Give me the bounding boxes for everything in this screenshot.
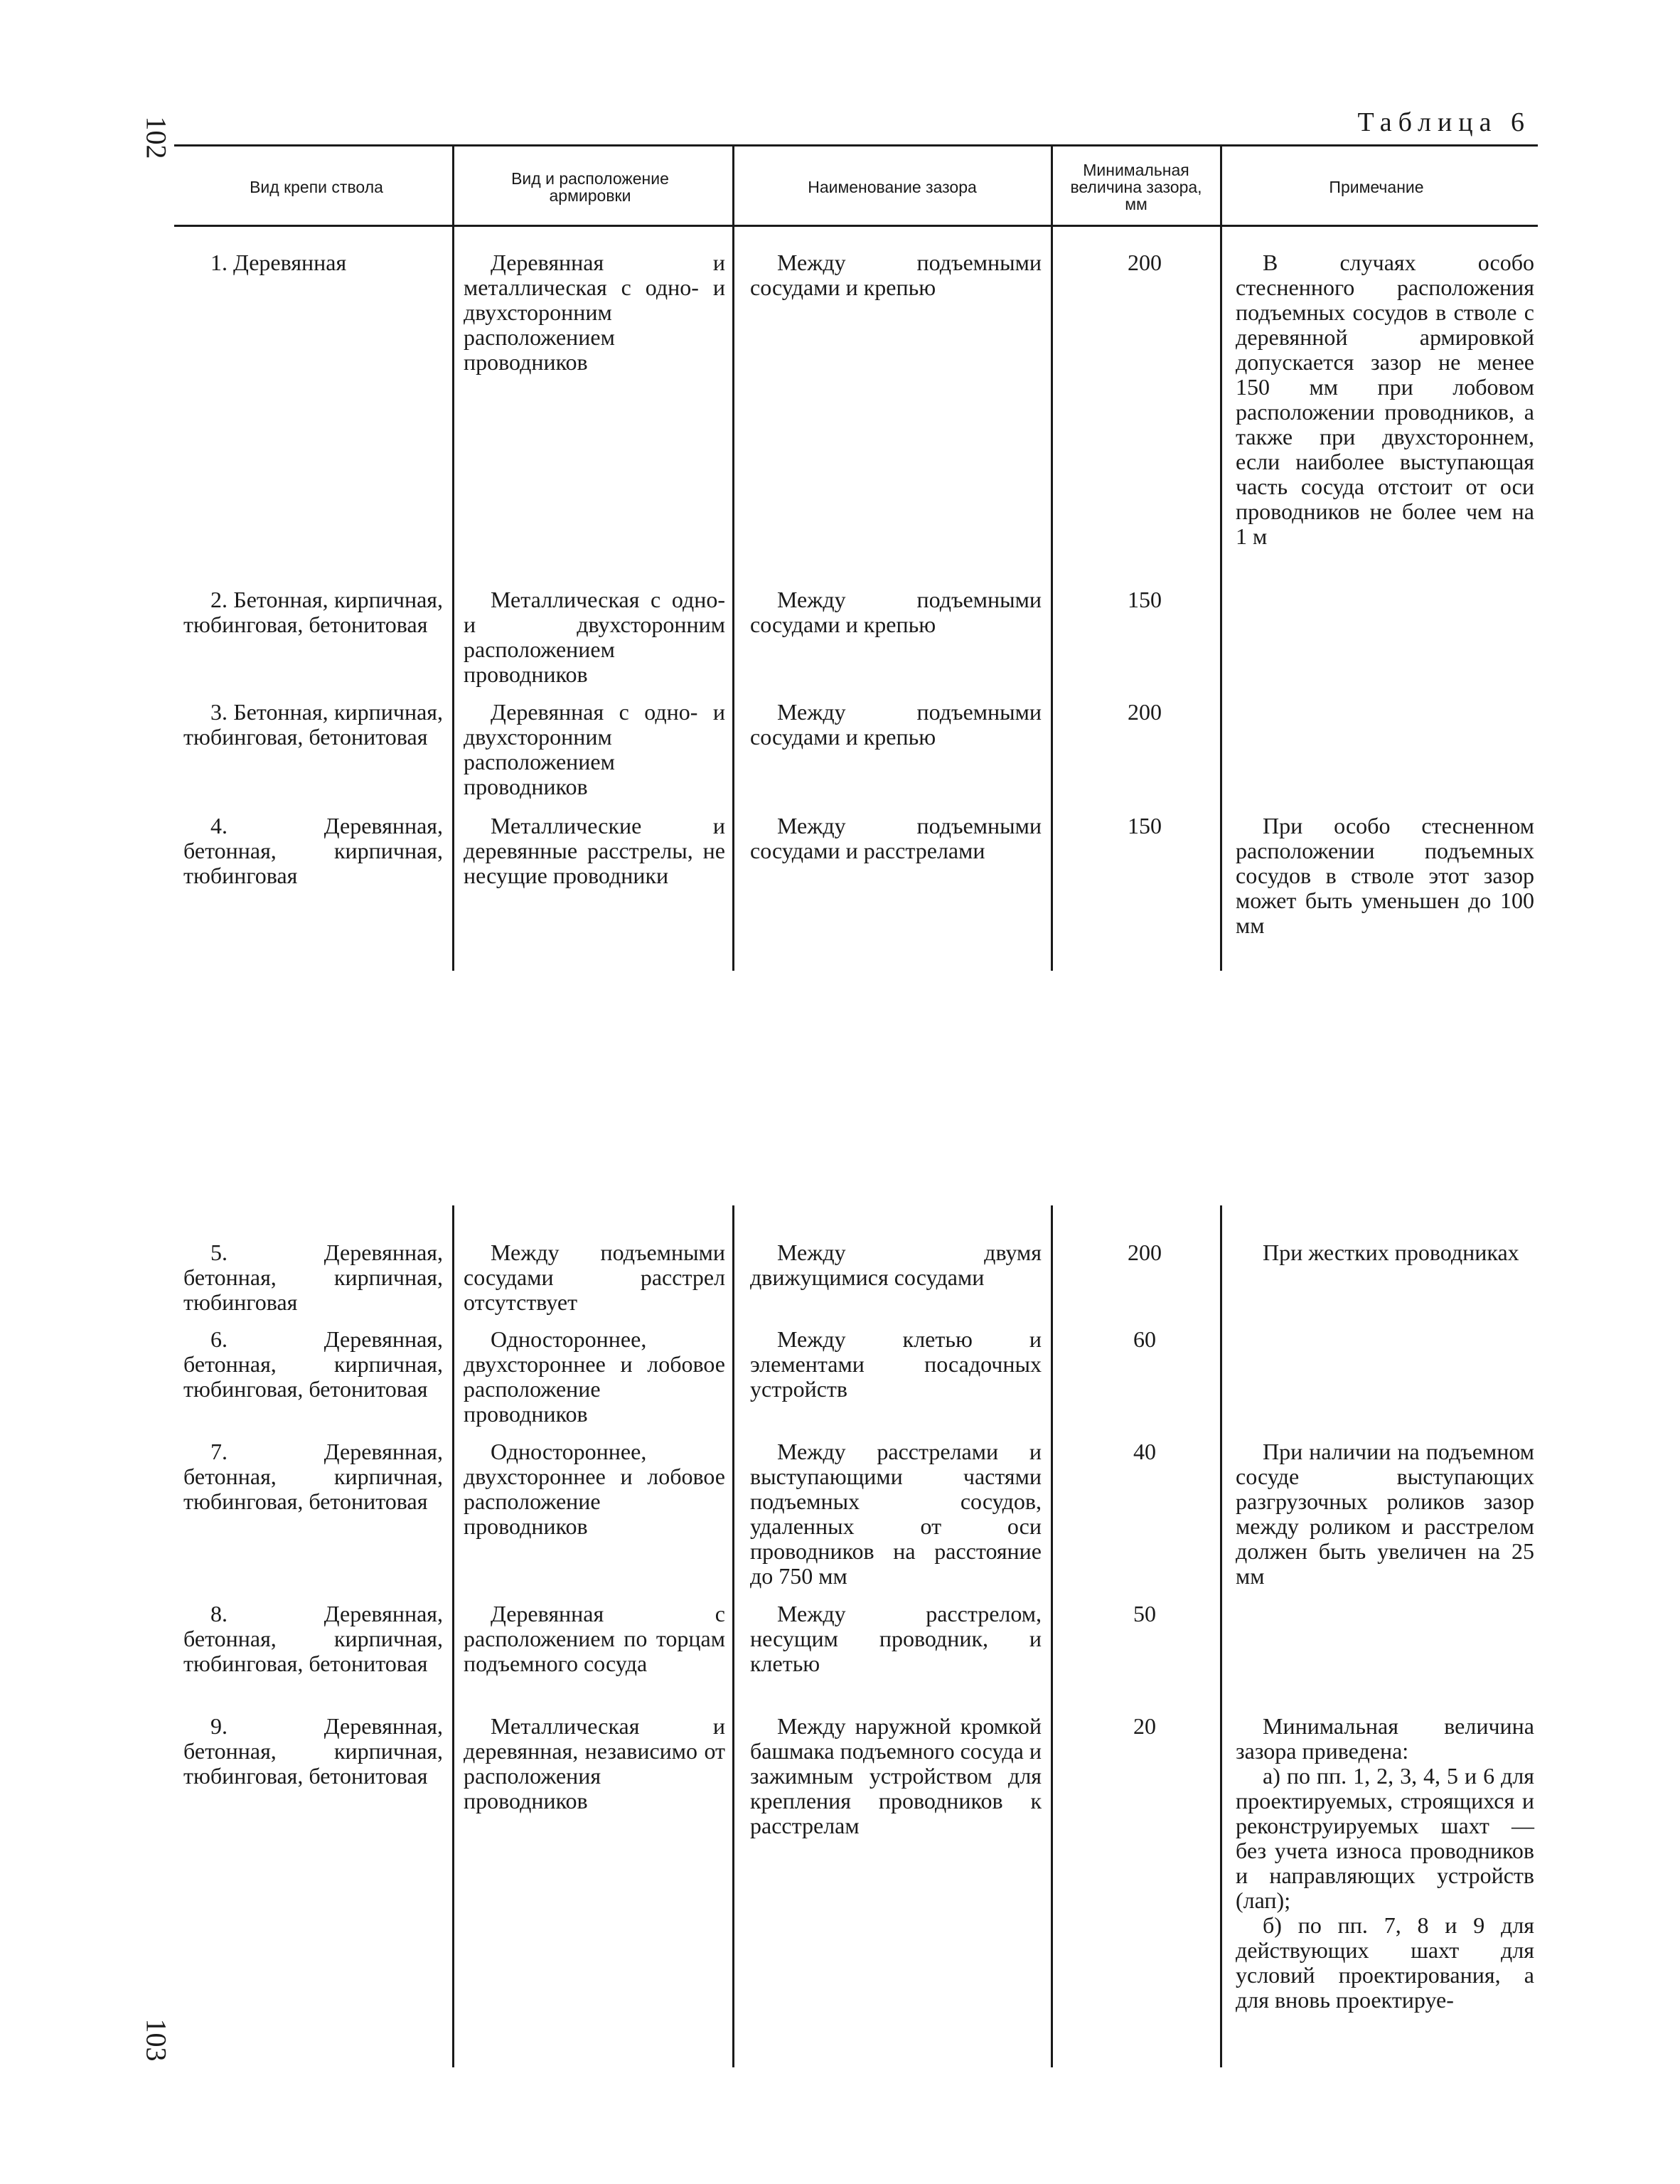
column-divider (732, 1205, 734, 2067)
gap-name-cell: Между подъемными сосудами и расстрелами (750, 813, 1042, 863)
note-cell: В случаях особо стесненного расположения подъемных сосудов в стволе с деревянной армировкой допускается зазор не менее 150 мм при лобовом расположении проводников, а также при двухстороннем, если наиболее выступающая часть сосуда отстоит от оси проводников не более чем на 1 м (1236, 250, 1534, 549)
min-gap-cell: 60 (1133, 1326, 1156, 1352)
min-gap-cell: 150 (1128, 813, 1162, 838)
min-gap-cell: 150 (1128, 587, 1162, 612)
lining-cell: 2. Бетонная, кирпичная, тюбинговая, бетонитовая (183, 587, 443, 637)
note-cell: При наличии на подъемном сосуде выступающих разгрузочных роликов зазор между роликом и расстрелом должен быть увеличен на 25 мм (1236, 1439, 1534, 1589)
reinforcement-cell: Деревянная с расположением по торцам подъемного сосуда (464, 1601, 725, 1676)
lining-cell: 4. Деревянная, бетонная, кирпичная, тюбинговая (183, 813, 443, 888)
gap-name-cell: Между расстрелом, несущим проводник, и клетью (750, 1601, 1042, 1676)
reinforcement-cell: Металлическая с одно- и двухсторонним расположением проводников (464, 587, 725, 687)
min-gap-cell: 20 (1133, 1713, 1156, 1739)
column-divider (1220, 226, 1222, 971)
gap-name-cell: Между подъемными сосудами и крепью (750, 699, 1042, 750)
page-number-right: 103 (140, 2018, 173, 2062)
note-paragraph: б) по пп. 7, 8 и 9 для действующих шахт для условий проектирования, а для вновь проектируе- (1236, 1912, 1534, 2013)
gap-name-cell: Между подъемными сосудами и крепью (750, 587, 1042, 637)
gap-name-cell: Между двумя движущимися сосудами (750, 1240, 1042, 1290)
min-gap-cell: 40 (1133, 1439, 1156, 1464)
reinforcement-cell: Деревянная с одно- и двухсторонним расположением проводников (464, 699, 725, 799)
column-divider (1220, 1205, 1222, 2067)
reinforcement-cell: Металлические и деревянные расстрелы, не несущие проводники (464, 813, 725, 888)
column-divider (452, 1205, 454, 2067)
gap-name-cell: Между расстрелами и выступающими частями подъемных сосудов, удаленных от оси проводников на расстояние до 750 мм (750, 1439, 1042, 1589)
note-paragraph: а) по пп. 1, 2, 3, 4, 5 и 6 для проектируемых, строящихся и реконструируемых шахт — без учета износа проводников и направляющих устройств (лап); (1236, 1763, 1534, 1913)
column-header-reinforcement: Вид и расположение армировки (511, 169, 669, 205)
gap-name-cell: Между клетью и элементами посадочных устройств (750, 1326, 1042, 1402)
column-header-lining: Вид крепи ствола (250, 177, 383, 196)
lining-cell: 9. Деревянная, бетонная, кирпичная, тюбинговая, бетонитовая (183, 1713, 443, 1789)
note-paragraph: Минимальная величина зазора приведена: (1236, 1713, 1534, 1764)
min-gap-cell: 200 (1128, 1240, 1162, 1265)
reinforcement-cell: Металлическая и деревянная, независимо от расположения проводников (464, 1713, 725, 1813)
gap-name-cell: Между подъемными сосудами и крепью (750, 250, 1042, 300)
reinforcement-cell: Между подъемными сосудами расстрел отсутствует (464, 1240, 725, 1315)
lining-cell: 5. Деревянная, бетонная, кирпичная, тюбинговая (183, 1240, 443, 1315)
lining-cell: 3. Бетонная, кирпичная, тюбинговая, бетонитовая (183, 699, 443, 750)
column-header-note: Примечание (1329, 177, 1424, 196)
lining-cell: 8. Деревянная, бетонная, кирпичная, тюбинговая, бетонитовая (183, 1601, 443, 1676)
column-header-gap-name: Наименование зазора (808, 177, 977, 196)
table-caption: Таблица 6 (1357, 107, 1531, 137)
column-divider (452, 226, 454, 971)
header-bottom-rule (174, 225, 1538, 227)
note-cell: При особо стесненном расположении подъемных сосудов в стволе этот зазор может быть уменьшен до 100 мм (1236, 813, 1534, 938)
note-cell (1236, 1714, 1534, 2013)
column-divider (452, 146, 454, 226)
column-divider (732, 146, 734, 226)
reinforcement-cell: Одностороннее, двухстороннее и лобовое расположение проводников (464, 1439, 725, 1539)
lining-cell: 7. Деревянная, бетонная, кирпичная, тюбинговая, бетонитовая (183, 1439, 443, 1514)
min-gap-cell: 200 (1128, 250, 1162, 275)
column-divider (732, 226, 734, 971)
min-gap-cell: 50 (1133, 1601, 1156, 1626)
reinforcement-cell: Деревянная и металлическая с одно- и двухсторонним расположением проводников (464, 250, 725, 375)
lining-cell: 6. Деревянная, бетонная, кирпичная, тюбинговая, бетонитовая (183, 1326, 443, 1402)
column-header-min-gap: Минимальная величина зазора, мм (1070, 160, 1202, 213)
page-number-left: 102 (140, 116, 173, 159)
reinforcement-cell: Одностороннее, двухстороннее и лобовое расположение проводников (464, 1326, 725, 1427)
min-gap-cell: 200 (1128, 699, 1162, 725)
note-cell: При жестких проводниках (1263, 1240, 1519, 1265)
table-top-rule (174, 144, 1538, 147)
column-divider (1051, 1205, 1053, 2067)
gap-name-cell: Между наружной кромкой башмака подъемного сосуда и зажимным устройством для крепления проводников к расстрелам (750, 1713, 1042, 1838)
column-divider (1051, 226, 1053, 971)
column-divider (1051, 146, 1053, 226)
column-divider (1220, 146, 1222, 226)
lining-cell: 1. Деревянная (210, 250, 347, 275)
